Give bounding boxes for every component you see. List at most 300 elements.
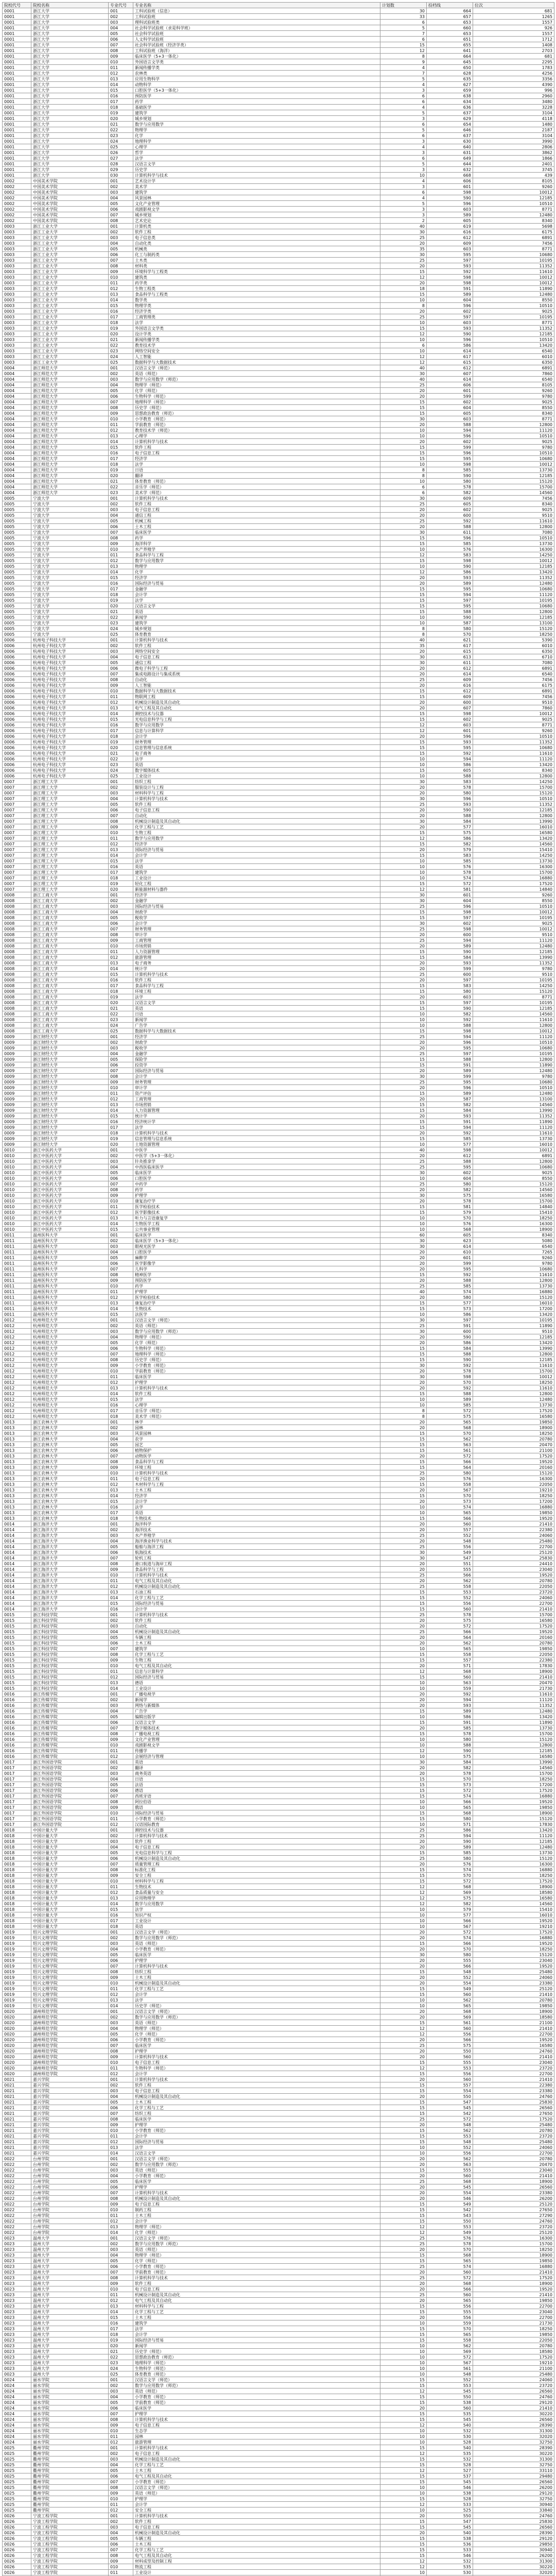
cell-major-code: 019 xyxy=(109,739,133,745)
cell-school-code: 0018 xyxy=(3,1833,31,1839)
cell-rank: 20780 xyxy=(473,1640,554,1646)
cell-school-name: 浙江理工大学 xyxy=(31,858,109,864)
table-row xyxy=(3,2434,554,2439)
cell-cutoff-score: 576 xyxy=(427,2235,473,2241)
cell-rank: 11352 xyxy=(473,1113,554,1119)
table-row xyxy=(3,2462,554,2468)
table-row xyxy=(3,1992,554,1997)
cell-cutoff-score: 538 xyxy=(427,2536,473,2541)
cell-plan-count: 20 xyxy=(380,575,427,581)
cell-school-name: 温州医科大学 xyxy=(31,1295,109,1300)
cell-school-code: 0019 xyxy=(3,1975,31,1980)
cell-plan-count: 15 xyxy=(380,1028,427,1034)
cell-cutoff-score: 605 xyxy=(427,411,473,416)
cell-school-name: 浙江师范大学 xyxy=(31,479,109,484)
cell-major-name: 微电子科学与工程 xyxy=(133,666,380,671)
cell-plan-count: 20 xyxy=(380,1697,427,1703)
cell-school-name: 温州大学 xyxy=(31,2371,109,2377)
cell-school-code: 0014 xyxy=(3,1555,31,1561)
table-row xyxy=(3,1380,554,1385)
cell-rank: 28390 xyxy=(473,2445,554,2451)
cell-major-name: 地理科学 xyxy=(133,139,380,144)
cell-cutoff-score: 530 xyxy=(427,2434,473,2439)
cell-rank: 10195 xyxy=(473,1317,554,1323)
cell-major-name: 园林 xyxy=(133,2434,380,2439)
cell-plan-count: 10 xyxy=(380,337,427,343)
cell-plan-count: 10 xyxy=(380,2003,427,2009)
cell-major-name: 软件工程 xyxy=(133,2082,380,2088)
cell-cutoff-score: 548 xyxy=(427,2122,473,2128)
cell-rank: 13420 xyxy=(473,343,554,348)
cell-rank: 13420 xyxy=(473,1340,554,1346)
cell-major-code: 009 xyxy=(109,2422,133,2428)
cell-major-name: 计算机科学与技术 xyxy=(133,1833,380,1839)
cell-school-code: 0003 xyxy=(3,286,31,292)
cell-rank: 12800 xyxy=(473,1742,554,1748)
cell-major-name: 土木工程 xyxy=(133,2541,380,2547)
cell-major-name: 旅游管理 xyxy=(133,2439,380,2445)
cell-major-code: 021 xyxy=(109,751,133,756)
cell-major-name: 基础医学 xyxy=(133,105,380,110)
cell-major-name: 自动化类 xyxy=(133,241,380,246)
cell-rank: 22700 xyxy=(473,2071,554,2077)
cell-major-name: 环境科学与工程类 xyxy=(133,269,380,275)
cell-school-code: 0021 xyxy=(3,2116,31,2122)
cell-school-name: 浙江师范大学 xyxy=(31,399,109,405)
cell-school-code: 0008 xyxy=(3,921,31,926)
cell-school-name: 浙江海洋大学 xyxy=(31,1561,109,1567)
table-row xyxy=(3,1272,554,1278)
cell-plan-count: 10 xyxy=(380,1504,427,1510)
cell-major-name: 护理学 xyxy=(133,1958,380,1963)
cell-school-code: 0010 xyxy=(3,1198,31,1204)
cell-school-code: 0014 xyxy=(3,1527,31,1533)
cell-cutoff-score: 562 xyxy=(427,2128,473,2133)
cell-school-name: 湖州师范学院 xyxy=(31,2037,109,2043)
cell-school-name: 温州大学 xyxy=(31,2269,109,2275)
cell-school-name: 浙江工业大学 xyxy=(31,246,109,252)
cell-major-code: 011 xyxy=(109,2065,133,2071)
cell-major-code: 007 xyxy=(109,1453,133,1459)
cell-major-code: 004 xyxy=(109,2462,133,2468)
cell-major-code: 011 xyxy=(109,1884,133,1890)
cell-school-code: 0012 xyxy=(3,1408,31,1414)
cell-cutoff-score: 598 xyxy=(427,909,473,915)
cell-major-code: 009 xyxy=(109,411,133,416)
cell-plan-count: 30 xyxy=(380,892,427,898)
cell-major-code: 012 xyxy=(109,700,133,705)
cell-school-name: 台州学院 xyxy=(31,2201,109,2207)
cell-school-name: 浙江农林大学 xyxy=(31,1516,109,1521)
cell-rank: 14840 xyxy=(473,1204,554,1210)
table-row xyxy=(3,2122,554,2128)
cell-major-name: 软件工程 xyxy=(133,977,380,983)
cell-school-name: 浙江农林大学 xyxy=(31,1499,109,1504)
cell-cutoff-score: 568 xyxy=(427,1884,473,1890)
cell-major-name: 轻化工程 xyxy=(133,881,380,887)
cell-plan-count: 25 xyxy=(380,518,427,524)
cell-cutoff-score: 591 xyxy=(427,1720,473,1725)
cell-school-name: 浙江理工大学 xyxy=(31,870,109,875)
cell-major-code: 004 xyxy=(109,382,133,388)
cell-school-name: 浙江农林大学 xyxy=(31,1425,109,1431)
table-row xyxy=(3,224,554,229)
cell-cutoff-score: 528 xyxy=(427,2462,473,2468)
table-row xyxy=(3,2468,554,2473)
cell-cutoff-score: 564 xyxy=(427,1635,473,1640)
cell-major-code: 013 xyxy=(109,1997,133,2003)
cell-school-name: 温州医科大学 xyxy=(31,1238,109,1244)
cell-plan-count: 15 xyxy=(380,2082,427,2088)
cell-school-code: 0012 xyxy=(3,1397,31,1402)
cell-school-name: 湖州师范学院 xyxy=(31,2060,109,2065)
cell-major-name: 生物技术 xyxy=(133,1516,380,1521)
cell-rank: 16580 xyxy=(473,1754,554,1759)
table-row xyxy=(3,365,554,371)
cell-major-code: 014 xyxy=(109,569,133,575)
cell-rank: 8771 xyxy=(473,994,554,1000)
cell-major-name: 计算机科学与技术 xyxy=(133,972,380,977)
table-row xyxy=(3,1912,554,1918)
cell-major-name: 物理学（师范） xyxy=(133,382,380,388)
cell-cutoff-score: 576 xyxy=(427,547,473,552)
cell-school-code: 0009 xyxy=(3,1136,31,1142)
cell-rank: 25120 xyxy=(473,1986,554,1992)
cell-plan-count: 20 xyxy=(380,1975,427,1980)
cell-school-code: 0001 xyxy=(3,167,31,173)
cell-school-code: 0020 xyxy=(3,2014,31,2020)
cell-rank: 19520 xyxy=(473,1799,554,1805)
cell-major-code: 001 xyxy=(109,2445,133,2451)
cell-rank: 12800 xyxy=(473,609,554,615)
cell-school-name: 绍兴文理学院 xyxy=(31,1986,109,1992)
cell-rank: 21410 xyxy=(473,2054,554,2060)
table-row xyxy=(3,581,554,586)
cell-school-name: 浙江理工大学 xyxy=(31,802,109,807)
cell-major-code: 012 xyxy=(109,2507,133,2513)
cell-major-name: 文化产业管理 xyxy=(133,1737,380,1742)
cell-major-name: 信息与计算科学 xyxy=(133,1669,380,1674)
cell-school-code: 0013 xyxy=(3,1459,31,1465)
cell-cutoff-score: 664 xyxy=(427,54,473,59)
cell-cutoff-score: 566 xyxy=(427,2286,473,2292)
cell-major-name: 广告学 xyxy=(133,1023,380,1028)
cell-rank: 29480 xyxy=(473,2473,554,2479)
cell-plan-count: 6 xyxy=(380,122,427,127)
cell-rank: 16010 xyxy=(473,1912,554,1918)
cell-rank: 13990 xyxy=(473,1346,554,1351)
cell-plan-count: 20 xyxy=(380,524,427,530)
cell-school-code: 0003 xyxy=(3,224,31,229)
cell-rank: 21410 xyxy=(473,1992,554,1997)
table-row xyxy=(3,456,554,462)
cell-school-code: 0013 xyxy=(3,1431,31,1436)
cell-major-code: 014 xyxy=(109,1901,133,1907)
cell-cutoff-score: 592 xyxy=(427,1130,473,1136)
cell-plan-count: 10 xyxy=(380,2490,427,2496)
table-row xyxy=(3,1334,554,1340)
cell-school-code: 0010 xyxy=(3,1164,31,1170)
cell-school-code: 0022 xyxy=(3,2162,31,2167)
cell-major-code: 010 xyxy=(109,1198,133,1204)
cell-major-code: 009 xyxy=(109,2054,133,2060)
cell-major-code: 023 xyxy=(109,2360,133,2366)
cell-school-code: 0025 xyxy=(3,2490,31,2496)
cell-major-name: 体育教育 xyxy=(133,632,380,637)
cell-school-name: 浙江师范大学 xyxy=(31,439,109,445)
cell-cutoff-score: 592 xyxy=(427,1363,473,1368)
cell-rank: 30940 xyxy=(473,2502,554,2507)
cell-rank: 10510 xyxy=(473,1040,554,1045)
cell-rank: 681 xyxy=(473,54,554,59)
cell-plan-count: 20 xyxy=(380,666,427,671)
cell-major-name: 食品科学与工程 xyxy=(133,1459,380,1465)
table-row xyxy=(3,2009,554,2014)
cell-major-code: 002 xyxy=(109,898,133,904)
cell-plan-count: 15 xyxy=(380,2213,427,2218)
cell-school-code: 0008 xyxy=(3,1017,31,1023)
table-row xyxy=(3,1601,554,1606)
cell-cutoff-score: 594 xyxy=(427,756,473,762)
cell-school-code: 0007 xyxy=(3,830,31,836)
cell-cutoff-score: 573 xyxy=(427,1306,473,1312)
cell-school-code: 0006 xyxy=(3,654,31,660)
cell-school-name: 浙江农林大学 xyxy=(31,1436,109,1442)
cell-rank: 11610 xyxy=(473,1691,554,1697)
cell-plan-count: 12 xyxy=(380,360,427,365)
cell-cutoff-score: 602 xyxy=(427,309,473,314)
cell-plan-count: 5 xyxy=(380,127,427,133)
table-row xyxy=(3,1238,554,1244)
cell-school-code: 0006 xyxy=(3,637,31,643)
table-row xyxy=(3,1374,554,1380)
cell-major-name: 软件工程 xyxy=(133,501,380,507)
cell-rank: 23040 xyxy=(473,2060,554,2065)
cell-school-code: 0004 xyxy=(3,439,31,445)
cell-school-name: 浙江财经大学 xyxy=(31,1040,109,1045)
cell-rank: 10680 xyxy=(473,456,554,462)
table-row xyxy=(3,1538,554,1544)
cell-school-code: 0022 xyxy=(3,2207,31,2213)
cell-major-name: 工商管理类 xyxy=(133,314,380,320)
cell-cutoff-score: 580 xyxy=(427,1181,473,1187)
cell-school-name: 浙江大学 xyxy=(31,99,109,105)
cell-school-code: 0023 xyxy=(3,2264,31,2269)
cell-plan-count: 35 xyxy=(380,246,427,252)
cell-cutoff-score: 581 xyxy=(427,1204,473,1210)
table-row xyxy=(3,2218,554,2224)
cell-rank: 12480 xyxy=(473,292,554,297)
table-row xyxy=(3,2570,554,2575)
cell-school-code: 0008 xyxy=(3,938,31,943)
cell-school-code: 0023 xyxy=(3,2332,31,2337)
table-row xyxy=(3,14,554,20)
table-row xyxy=(3,513,554,518)
cell-rank: 20780 xyxy=(473,1578,554,1584)
cell-school-code: 0004 xyxy=(3,377,31,382)
cell-rank: 24060 xyxy=(473,1533,554,1538)
cell-plan-count: 15 xyxy=(380,2105,427,2111)
cell-school-code: 0013 xyxy=(3,1470,31,1476)
cell-plan-count: 10 xyxy=(380,1754,427,1759)
cell-plan-count: 30 xyxy=(380,252,427,258)
cell-major-name: 自动化 xyxy=(133,1623,380,1629)
cell-plan-count: 25 xyxy=(380,802,427,807)
cell-plan-count: 20 xyxy=(380,807,427,813)
cell-school-name: 浙江工业大学 xyxy=(31,348,109,354)
cell-cutoff-score: 603 xyxy=(427,416,473,422)
cell-plan-count: 10 xyxy=(380,1912,427,1918)
cell-major-name: 地理科学（师范） xyxy=(133,1351,380,1357)
cell-plan-count: 20 xyxy=(380,309,427,314)
cell-plan-count: 20 xyxy=(380,1295,427,1300)
table-row xyxy=(3,1980,554,1986)
cell-major-name: 法学 xyxy=(133,1907,380,1912)
cell-rank: 18900 xyxy=(473,1425,554,1431)
cell-rank: 10012 xyxy=(473,1147,554,1153)
cell-rank: 21410 xyxy=(473,2173,554,2179)
cell-school-name: 浙江理工大学 xyxy=(31,875,109,881)
cell-major-code: 013 xyxy=(109,564,133,569)
table-row xyxy=(3,677,554,683)
cell-cutoff-score: 548 xyxy=(427,2139,473,2145)
cell-plan-count: 10 xyxy=(380,1312,427,1317)
cell-major-code: 004 xyxy=(109,2530,133,2536)
table-row xyxy=(3,2026,554,2031)
cell-major-name: 会展经济与管理 xyxy=(133,1754,380,1759)
cell-rank: 12800 xyxy=(473,1391,554,1397)
cell-major-name: 历史学 xyxy=(133,167,380,173)
cell-school-name: 浙江工业大学 xyxy=(31,224,109,229)
cell-school-name: 浙江工商大学 xyxy=(31,1000,109,1006)
table-row xyxy=(3,1623,554,1629)
cell-major-code: 015 xyxy=(109,445,133,450)
cell-school-name: 中国计量大学 xyxy=(31,1839,109,1844)
cell-cutoff-score: 553 xyxy=(427,2133,473,2139)
table-row xyxy=(3,785,554,790)
cell-major-code: 002 xyxy=(109,1153,133,1159)
cell-major-code: 009 xyxy=(109,824,133,830)
cell-school-name: 杭州师范大学 xyxy=(31,1414,109,1419)
cell-major-code: 003 xyxy=(109,377,133,382)
cell-rank: 3990 xyxy=(473,139,554,144)
cell-major-name: 数学与应用数学 xyxy=(133,722,380,728)
cell-cutoff-score: 547 xyxy=(427,2099,473,2105)
table-row xyxy=(3,983,554,989)
cell-school-code: 0006 xyxy=(3,739,31,745)
cell-school-name: 杭州师范大学 xyxy=(31,1351,109,1357)
cell-major-code: 003 xyxy=(109,2020,133,2026)
cell-major-name: 审计学 xyxy=(133,932,380,938)
cell-major-name: 电子商务 xyxy=(133,751,380,756)
cell-rank: 17520 xyxy=(473,1623,554,1629)
cell-major-code: 002 xyxy=(109,1238,133,1244)
cell-major-code: 022 xyxy=(109,484,133,490)
cell-school-name: 宁波大学 xyxy=(31,575,109,581)
cell-cutoff-score: 598 xyxy=(427,558,473,564)
table-row xyxy=(3,2485,554,2490)
cell-school-name: 浙江农林大学 xyxy=(31,1442,109,1448)
cell-major-name: 新闻学 xyxy=(133,1697,380,1703)
cell-plan-count: 20 xyxy=(380,422,427,428)
cell-major-code: 011 xyxy=(109,836,133,841)
cell-school-name: 湖州师范学院 xyxy=(31,2014,109,2020)
cell-cutoff-score: 560 xyxy=(427,2405,473,2411)
cell-rank: 8105 xyxy=(473,382,554,388)
cell-school-code: 0014 xyxy=(3,1595,31,1601)
cell-school-code: 0008 xyxy=(3,960,31,966)
cell-cutoff-score: 585 xyxy=(427,858,473,864)
cell-school-name: 浙江师范大学 xyxy=(31,365,109,371)
cell-plan-count: 15 xyxy=(380,1006,427,1011)
cell-school-name: 浙江农林大学 xyxy=(31,1448,109,1453)
cell-major-code: 003 xyxy=(109,235,133,241)
table-row xyxy=(3,1079,554,1085)
table-row xyxy=(3,881,554,887)
table-row xyxy=(3,1295,554,1300)
cell-major-code: 018 xyxy=(109,2332,133,2337)
cell-major-code: 018 xyxy=(109,1414,133,1419)
cell-plan-count: 7 xyxy=(380,71,427,76)
cell-rank: 12800 xyxy=(473,1159,554,1164)
cell-plan-count: 6 xyxy=(380,93,427,99)
cell-school-name: 绍兴文理学院 xyxy=(31,1958,109,1963)
cell-plan-count: 25 xyxy=(380,1323,427,1329)
cell-cutoff-score: 560 xyxy=(427,1992,473,1997)
cell-major-code: 002 xyxy=(109,501,133,507)
cell-school-name: 宁波大学 xyxy=(31,558,109,564)
cell-major-name: 资产评估 xyxy=(133,1091,380,1096)
cell-school-code: 0001 xyxy=(3,122,31,127)
cell-major-code: 018 xyxy=(109,320,133,326)
table-row xyxy=(3,734,554,739)
cell-plan-count: 3 xyxy=(380,207,427,212)
cell-school-name: 浙江传媒学院 xyxy=(31,1714,109,1720)
cell-plan-count: 25 xyxy=(380,2179,427,2184)
cell-major-name: 软件工程 xyxy=(133,1839,380,1844)
cell-major-name: 会计学 xyxy=(133,734,380,739)
cell-rank: 18900 xyxy=(473,2281,554,2286)
cell-school-code: 0006 xyxy=(3,768,31,773)
cell-plan-count: 30 xyxy=(380,1244,427,1249)
cell-cutoff-score: 552 xyxy=(427,1975,473,1980)
cell-major-code: 012 xyxy=(109,1584,133,1589)
cell-school-name: 温州大学 xyxy=(31,2337,109,2343)
cell-cutoff-score: 560 xyxy=(427,1521,473,1527)
cell-school-name: 中国计量大学 xyxy=(31,1873,109,1878)
cell-school-code: 0019 xyxy=(3,1941,31,1946)
cell-rank: 19520 xyxy=(473,1459,554,1465)
cell-school-name: 浙江科技学院 xyxy=(31,1663,109,1669)
cell-rank: 14250 xyxy=(473,779,554,785)
table-row xyxy=(3,433,554,439)
cell-school-name: 浙江外国语学院 xyxy=(31,1816,109,1822)
cell-rank: 18250 xyxy=(473,1431,554,1436)
cell-school-name: 浙江师范大学 xyxy=(31,433,109,439)
cell-school-name: 浙江海洋大学 xyxy=(31,1555,109,1561)
cell-major-name: 康复治疗学 xyxy=(133,1198,380,1204)
cell-major-code: 023 xyxy=(109,348,133,354)
cell-rank: 11120 xyxy=(473,1697,554,1703)
cell-plan-count: 25 xyxy=(380,2241,427,2247)
cell-cutoff-score: 607 xyxy=(427,705,473,711)
cell-cutoff-score: 595 xyxy=(427,1079,473,1085)
cell-rank: 3228 xyxy=(473,105,554,110)
cell-school-name: 浙江工商大学 xyxy=(31,1006,109,1011)
cell-cutoff-score: 567 xyxy=(427,2360,473,2366)
cell-school-code: 0004 xyxy=(3,450,31,456)
cell-plan-count: 20 xyxy=(380,1249,427,1255)
